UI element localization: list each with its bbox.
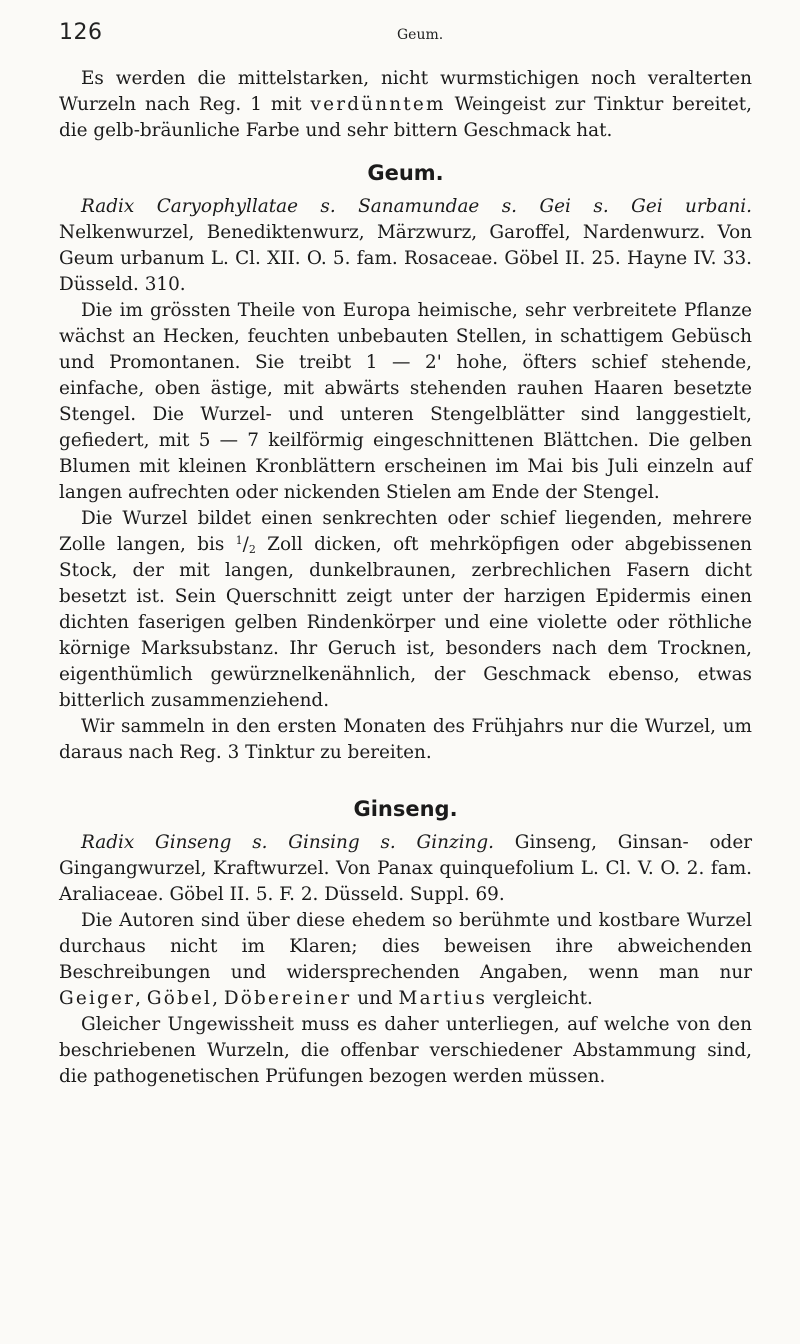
geum-names: Nelkenwurzel, Benediktenwurz, Märzwurz, Garoffel, Nardenwurz. Von Geum urbanum L. Cl. XII. O. 5. fam. Rosaceae. Göbel II. 25. Hayne IV. 33. Düsseld. 310. (59, 222, 752, 295)
geum-synonyms: Radix Caryophyllatae s. Sanamundae s. Gei s. Gei urbani. (81, 196, 752, 217)
ginseng-paragraph-1 (59, 908, 752, 1012)
page-body (59, 66, 752, 1090)
ginseng-p1-part2: vergleicht. (487, 988, 593, 1009)
geum-paragraph-1: Die im grössten Theile von Europa heimische, sehr verbreitete Pflanze wächst an Hecken, feuchten unbebauten Stellen, in schattigem Gebüsch und Promontanen. Sie treibt 1 — 2' hohe, öfters schief stehende, einfache, oben ästige, mit abwärts stehenden rauhen Haaren besetzte Stengel. Die Wurzel- und unteren Stengelblätter sind langgestielt, gefiedert, mit 5 — 7 keilförmig eingeschnittenen Blättchen. Die gelben Blumen mit kleinen Kronblättern erscheinen im Mai bis Juli einzeln auf langen aufrechten oder nickenden Stielen am Ende der Stengel. (59, 300, 752, 503)
author-martius: Martius (398, 988, 488, 1009)
intro-text-part2: Weingeist zur Tinktur bereitet, die gelb-bräunliche Farbe und sehr bittern Geschmack hat. (59, 94, 752, 141)
ginseng-paragraph-2: Gleicher Ungewissheit muss es daher unterliegen, auf welche von den beschriebenen Wurzeln, die offenbar verschiedener Abstammung sind, die pathogenetischen Prüfungen bezogen werden müssen. (59, 1014, 752, 1087)
page-header (59, 16, 750, 52)
separator: , (212, 988, 224, 1009)
geum-paragraph-3: Wir sammeln in den ersten Monaten des Frühjahrs nur die Wurzel, um daraus nach Reg. 3 Tinktur zu bereiten. (59, 716, 752, 763)
ginseng-synonyms-paragraph (59, 830, 752, 908)
geum-paragraph-2: Die Wurzel bildet einen senkrechten oder schief liegenden, mehrere Zolle langen, bis $^1/_2$ Zoll dicken, oft mehrköpfigen oder abgebissenen Stock, der mit langen, dunkelbraunen, zerbrechlichen Fasern dicht besetzt ist. Sein Querschnitt zeigt unter der harzigen Epidermis einen dichten faserigen gelben Rindenkörper und eine violette oder röthliche körnige Marksubstanz. Ihr Geruch ist, besonders nach dem Trocknen, eigenthümlich gewürznelkenähnlich, der Geschmack ebenso, etwas bitterlich zusammenziehend. (59, 508, 752, 711)
page-number: 126 (59, 20, 103, 45)
running-head: Geum. (397, 27, 444, 43)
ginseng-p1-part1: Die Autoren sind über diese ehedem so berühmte und kostbare Wurzel durchaus nicht im Klaren; dies beweisen ihre abweichenden Beschreibungen und widersprechenden Angaben, wenn man nur (59, 910, 752, 983)
author-goebel: Göbel (146, 988, 213, 1009)
geum-synonyms-paragraph (59, 194, 752, 298)
geum-p2-part2: Zoll dicken, oft mehrköpfigen oder abgebissenen Stock, der mit langen, dunkelbraunen, zerbrechlichen Fasern dicht besetzt ist. Sein Querschnitt zeigt unter der harzigen Epidermis einen dichten faserigen gelben Rindenkörper und eine violette oder röthliche körnige Marksubstanz. Ihr Geruch ist, besonders nach dem Trocknen, eigenthümlich gewürznelkenähnlich, der Geschmack ebenso, etwas bitterlich zusammenziehend. (59, 534, 752, 711)
intro-text-part1: Es werden die mittelstarken, nicht wurmstichigen noch veralterten Wurzeln nach Reg. 1 mit (59, 68, 752, 115)
ginseng-synonyms: Radix Ginseng s. Ginsing s. Ginzing. (81, 832, 494, 853)
author-doebereiner: Döbereiner (223, 988, 352, 1009)
geum-p2-part1: Die Wurzel bildet einen senkrechten oder schief liegenden, mehrere Zolle langen, bis (59, 508, 752, 555)
intro-emphasis: verdünntem (310, 94, 446, 115)
fraction-numerator: 1 (235, 534, 243, 547)
section-title-ginseng: Ginseng. (353, 797, 458, 821)
fraction-denominator: 2 (248, 543, 256, 556)
conjunction: und (351, 988, 399, 1009)
section-title-geum: Geum. (367, 161, 444, 185)
ginseng-names: Ginseng, Ginsan- oder Gingangwurzel, Kraftwurzel. Von Panax quinquefolium L. Cl. V. O. 2. fam. Araliaceae. Göbel II. 5. F. 2. Düsseld. Suppl. 69. (59, 832, 753, 905)
author-geiger: Geiger (59, 988, 136, 1009)
separator: , (135, 988, 147, 1009)
intro-paragraph (59, 66, 752, 144)
